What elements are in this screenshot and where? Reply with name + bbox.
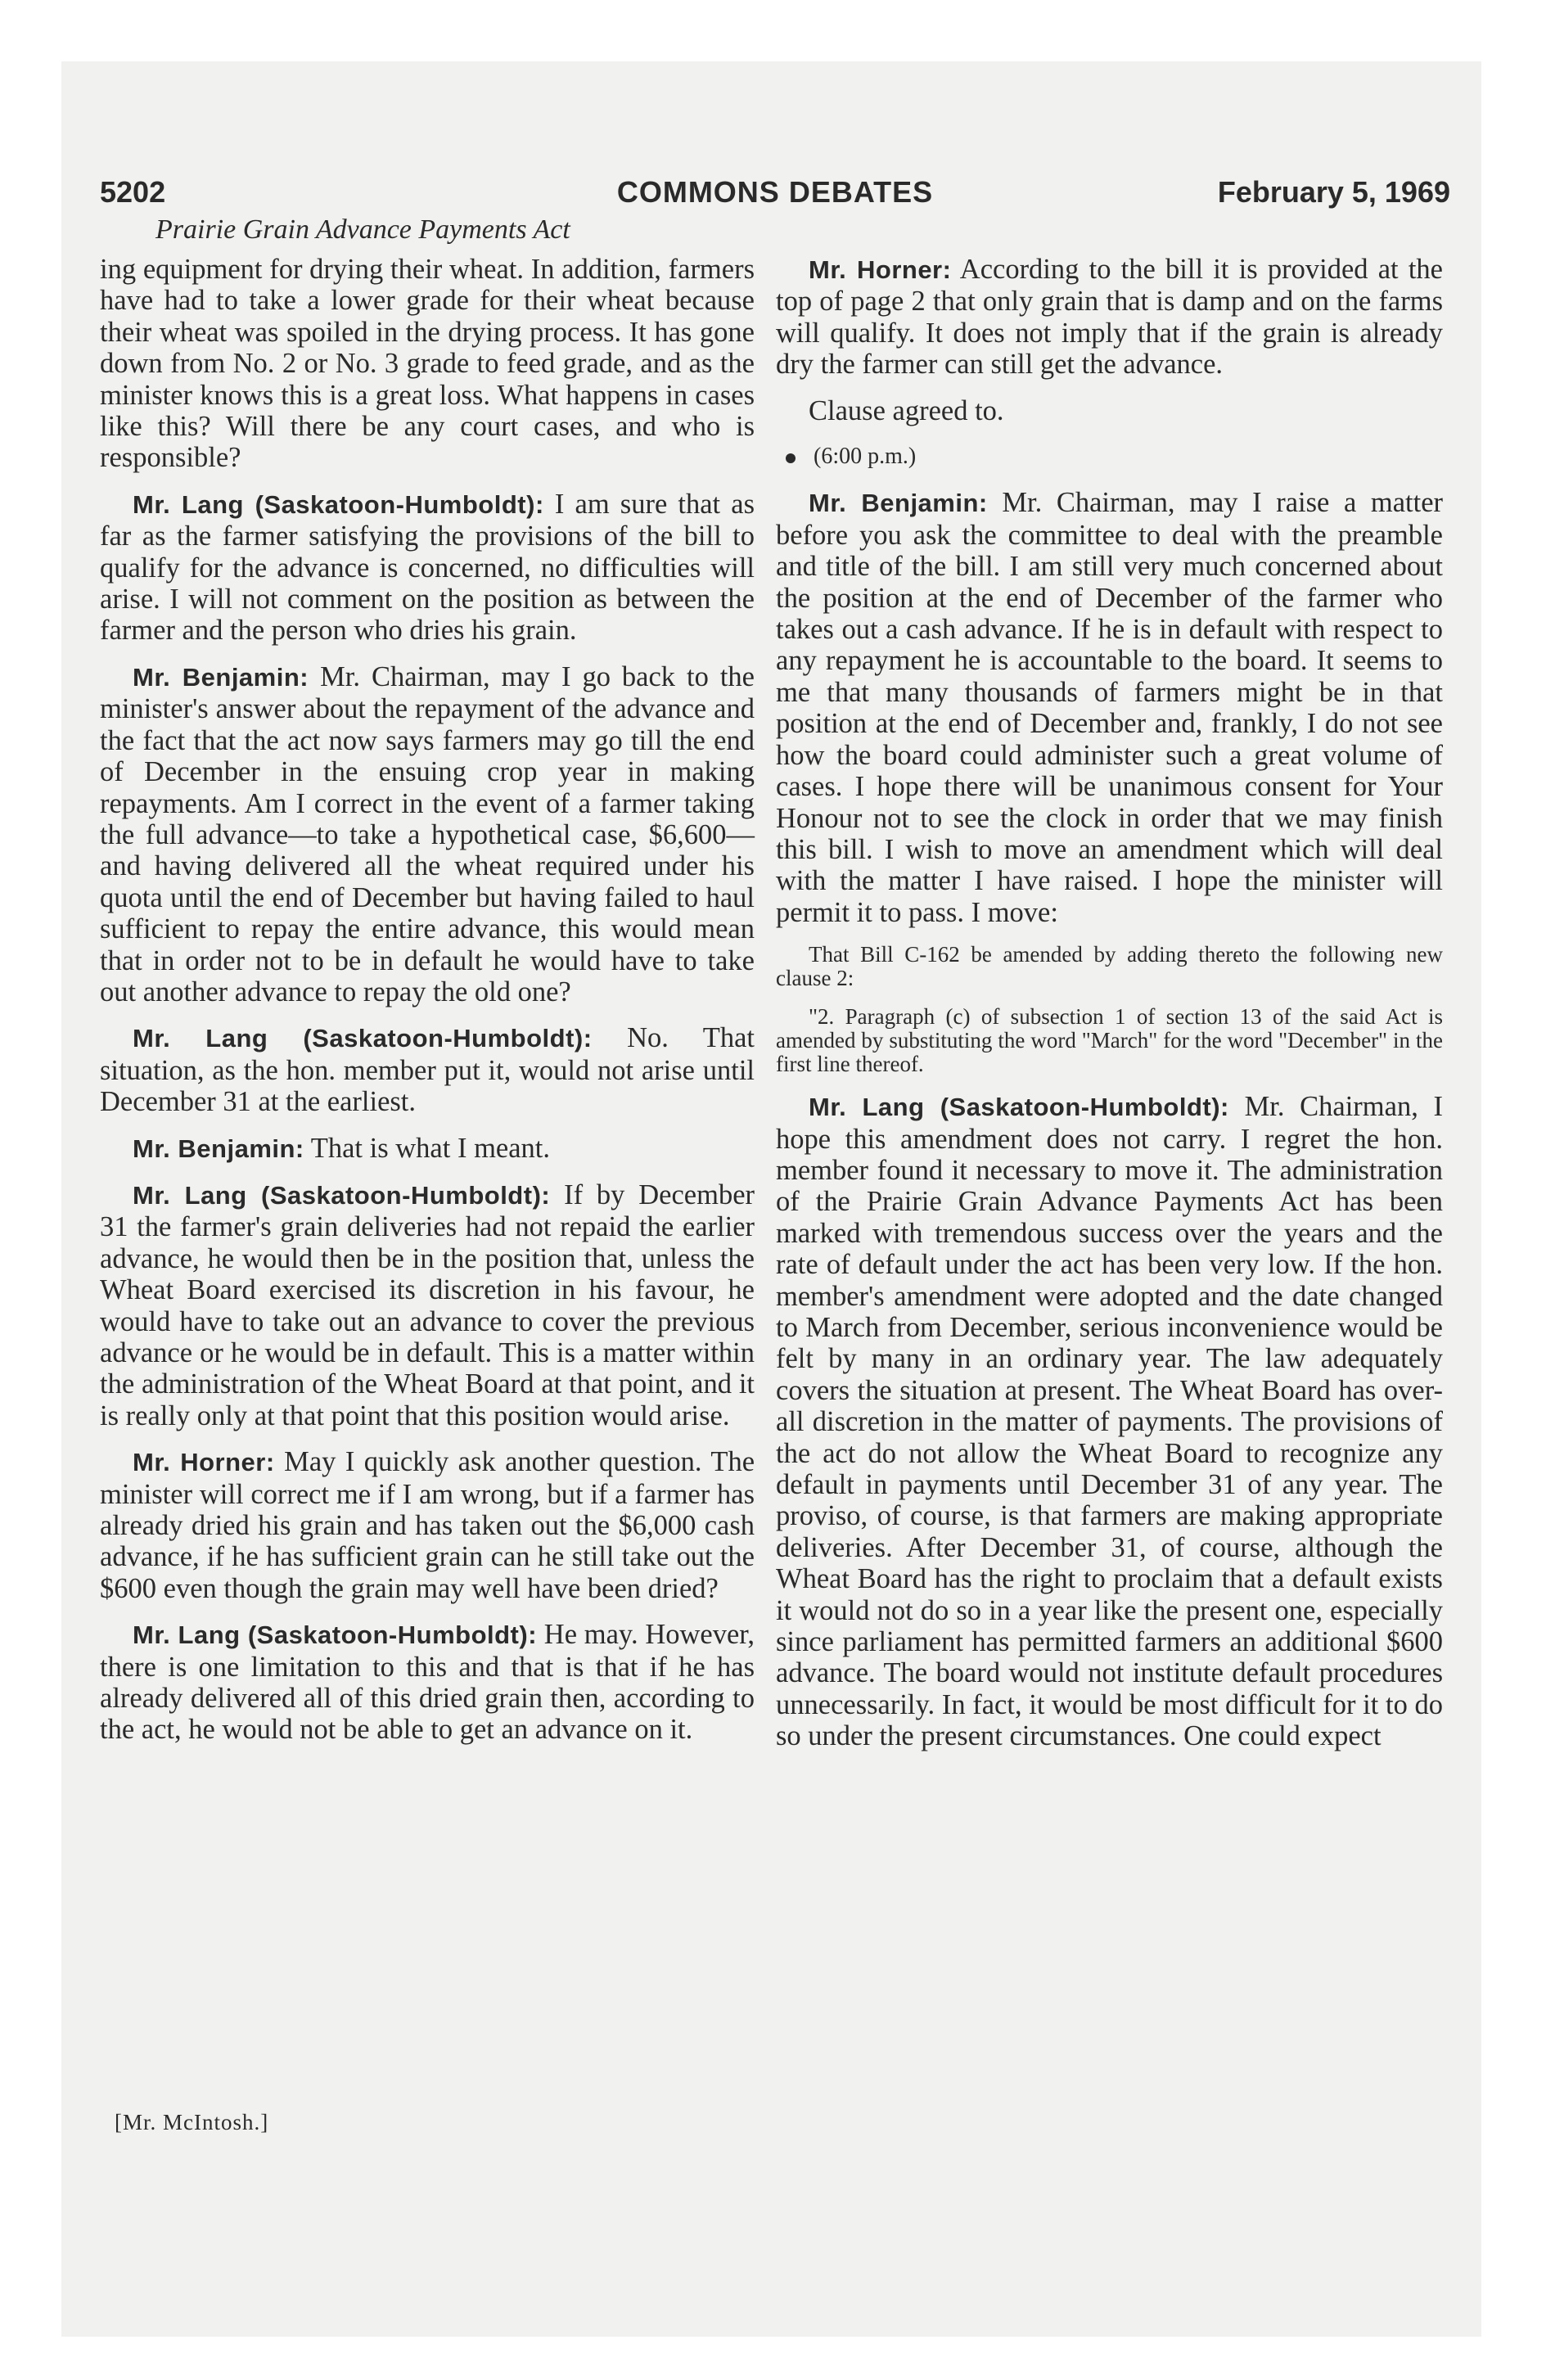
speech-text: Mr. Chairman, may I go back to the minister's answer about the repayment of the advance and the fact that the act now says farmers may go till the end of December in the ensuing crop year in making repayments. Am I correct in the event of a farmer taking the full advance—to take a hypothetical case, $6,600—and having delivered all the wheat required under his quota until the end of December but having failed to haul sufficient to repay the entire advance, this would mean that in order not to be in default he would have to take out another advance to repay the old one? bbox=[100, 660, 755, 1007]
speaker-name: Mr. Lang (Saskatoon-Humboldt): bbox=[133, 1024, 593, 1053]
left-column bbox=[100, 254, 755, 1760]
speech-text: I am sure that as far as the farmer satisfying the provisions of the bill to qualify for the advance is concerned, no difficulties will arise. I will not comment on the position as between the farmer and the person who dries his grain. bbox=[100, 488, 755, 647]
speaker-name: Mr. Benjamin: bbox=[133, 1134, 304, 1163]
speech-text: According to the bill it is provided at the top of page 2 that only grain that is damp and on the farms will qualify. It does not imply that if the grain is already dry the farmer can still get the advance. bbox=[776, 254, 1443, 381]
clause-agreed-text: Clause agreed to. bbox=[809, 394, 1004, 426]
speech-text: Mr. Chairman, may I raise a matter before you ask the committee to deal with the preamble and title of the bill. I am still very much concerned about the position at the end of December of the farmer who takes out a cash advance. If he is in default with respect to any repayment he is accountable to the board. It seems to me that many thousands of farmers might be in that position at the end of December and, frankly, I do not see how the board could administer such a great volume of cases. I hope there will be unanimous consent for Your Honour not to see the clock in order that we may finish this bill. I wish to move an amendment which will deal with the matter I have raised. I hope the minister will permit it to pass. I move: bbox=[776, 487, 1443, 928]
speech-text: No. That situation, as the hon. member put it, would not arise until December 31 at the earliest. bbox=[100, 1022, 755, 1118]
speech-paragraph bbox=[100, 1179, 755, 1431]
running-head: Prairie Grain Advance Payments Act bbox=[156, 214, 570, 245]
speaker-name: Mr. Benjamin: bbox=[133, 662, 309, 692]
motion-line: "2. Paragraph (c) of subsection 1 of section 13 of the said Act is amended by substituting the word "March" for the word "December" in the first line thereof. bbox=[776, 1004, 1443, 1077]
page-date: February 5, 1969 bbox=[1217, 175, 1450, 209]
speech-paragraph bbox=[100, 489, 755, 647]
speech-text: May I quickly ask another question. The minister will correct me if I am wrong, but if a farmer has already dried his grain and has taken out the $6,000 cash advance, if he has sufficient grain can he still take out the $600 even though the grain may well have been dried? bbox=[100, 1446, 755, 1604]
speaker-name: Mr. Benjamin: bbox=[809, 489, 988, 518]
motion-line: That Bill C-162 be amended by adding thereto the following new clause 2: bbox=[776, 942, 1443, 991]
paragraph-continuation bbox=[100, 254, 755, 474]
speaker-name: Mr. Horner: bbox=[809, 255, 952, 284]
speaker-name: Mr. Horner: bbox=[133, 1448, 275, 1477]
speaker-name: Mr. Lang (Saskatoon-Humboldt): bbox=[809, 1093, 1229, 1122]
speech-paragraph bbox=[100, 1619, 755, 1746]
time-note bbox=[776, 441, 1443, 472]
speech-text: That is what I meant. bbox=[310, 1132, 550, 1164]
page-number: 5202 bbox=[100, 175, 166, 209]
motion-text bbox=[776, 943, 1443, 990]
paragraph-text: ing equipment for drying their wheat. In addition, farmers have had to take a lower grade for their wheat because their wheat was spoiled in the drying process. It has gone down from No. 2 or No. 3 grade to feed grade, and as the minister knows this is a great loss. What happens in cases like this? Will there be any court cases, and who is responsible? bbox=[100, 254, 755, 474]
speech-text: If by December 31 the farmer's grain deliveries had not repaid the earlier advance, he would then be in the position that, unless the Wheat Board exercised its discretion in his favour, he would have to take out an advance to cover the previous advance or he would be in default. This is a matter within the administration of the Wheat Board at that point, and it is really only at that point that this position would arise. bbox=[100, 1179, 755, 1431]
speech-paragraph bbox=[776, 1091, 1443, 1752]
speech-paragraph bbox=[100, 1446, 755, 1604]
speech-text: Mr. Chairman, I hope this amendment does not carry. I regret the hon. member found it necessary to move it. The administration of the Prairie Grain Advance Payments Act has been marked with tremendous success over the years and the rate of default under the act has been very low. If the hon. member's amendment were adopted and the date changed to March from December, serious inconvenience would be felt by many in an ordinary year. The law adequately covers the situation at present. The Wheat Board has over-all discretion in the matter of payments. The provisions of the act do not allow the Wheat Board to recognize any default in payments until December 31 of any year. The proviso, of course, is that farmers are making appropriate deliveries. After December 31, of course, although the Wheat Board has the right to proclaim that a default exists it would not do so in a year like the present one, especially since parliament has permitted farmers an additional $600 advance. The board would not institute default procedures unnecessarily. In fact, it would be most difficult for it to do so under the present circumstances. One could expect bbox=[776, 1091, 1443, 1752]
speaker-name: Mr. Lang (Saskatoon-Humboldt): bbox=[133, 489, 544, 519]
right-column bbox=[776, 254, 1443, 1767]
motion-clause bbox=[776, 1005, 1443, 1076]
speech-text: He may. However, there is one limitation to this and that is that if he has already delivered all of this dried grain then, according to the act, he would not be able to get an advance on it. bbox=[100, 1619, 755, 1746]
bullet-icon bbox=[786, 453, 796, 463]
speaker-name: Mr. Lang (Saskatoon-Humboldt): bbox=[133, 1180, 551, 1210]
clause-agreed bbox=[776, 395, 1443, 426]
speech-paragraph bbox=[100, 661, 755, 1007]
page-header bbox=[100, 175, 1450, 216]
speech-paragraph bbox=[100, 1022, 755, 1117]
speech-paragraph bbox=[776, 487, 1443, 928]
time-note-text: (6:00 p.m.) bbox=[814, 444, 917, 470]
speech-paragraph bbox=[776, 254, 1443, 381]
journal-title: COMMONS DEBATES bbox=[616, 175, 934, 209]
footer-note: [Mr. McIntosh.] bbox=[115, 2110, 269, 2134]
speaker-name: Mr. Lang (Saskatoon-Humboldt): bbox=[133, 1620, 538, 1650]
speech-paragraph bbox=[100, 1133, 755, 1165]
